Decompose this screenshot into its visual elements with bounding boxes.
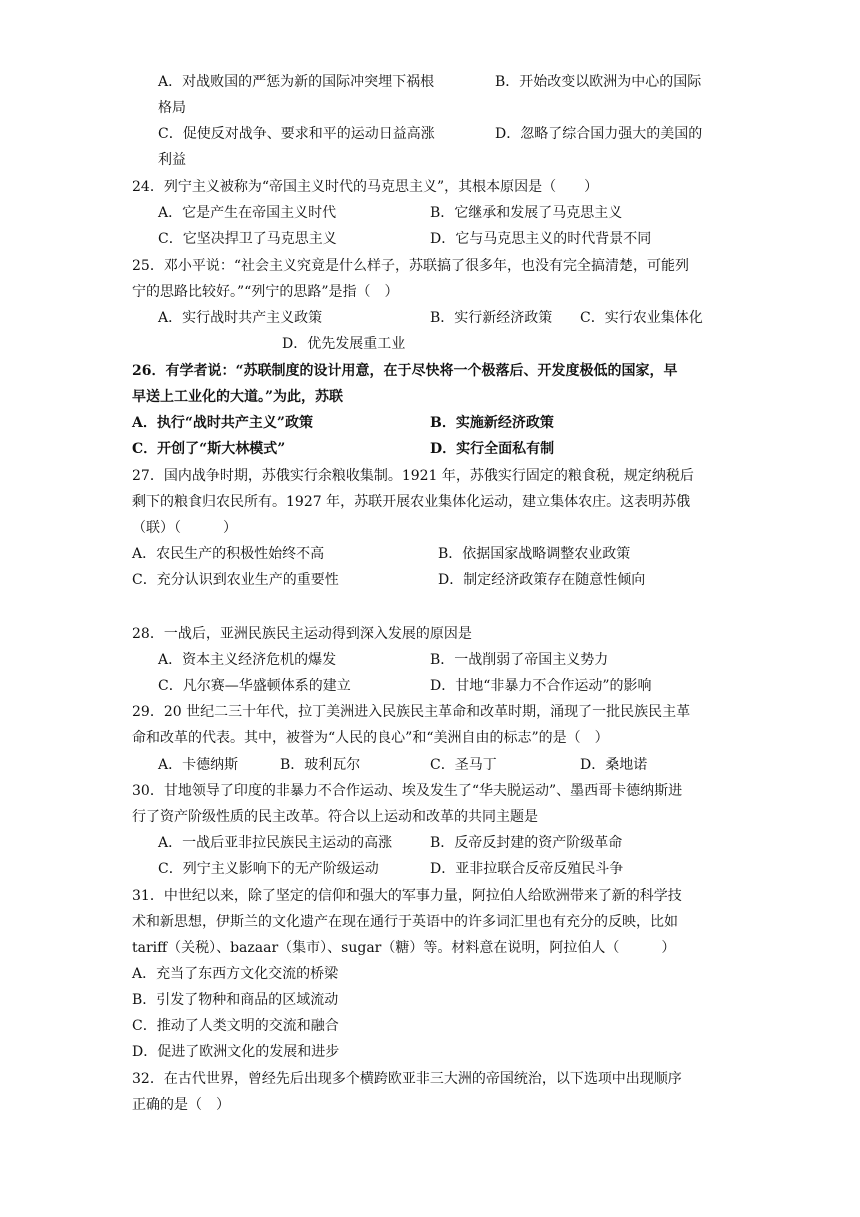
q28-option-c: C．凡尔赛—华盛顿体系的建立 [158,678,351,694]
q24-option-a: A．它是产生在帝国主义时代 [158,205,337,221]
q28-option-a: A．资本主义经济危机的爆发 [158,652,337,668]
q28-stem: 28．一战后，亚洲民族民主运动得到深入发展的原因是 [132,626,472,642]
q25-stem-line1: 25．邓小平说：“社会主义究竟是什么样子，苏联搞了很多年，也没有完全搞清楚，可能列 [132,258,689,274]
q25-option-b: B．实行新经济政策 [430,310,553,326]
q23-option-b-line1: B．开始改变以欧洲为中心的国际 [495,74,702,90]
q25-option-c: C．实行农业集体化 [580,310,703,326]
q29-option-d: D．桑地诺 [580,757,648,773]
q27-stem-line1: 27．国内战争时期，苏俄实行余粮收集制。1921 年，苏俄实行固定的粮食税，规定纳税后 [132,468,694,484]
q26-option-b: B．实施新经济政策 [430,415,554,431]
q29-option-c: C．圣马丁 [430,757,497,773]
q25-option-a: A．实行战时共产主义政策 [158,310,323,326]
q31-stem-line2: 术和新思想，伊斯兰的文化遗产在现在通行于英语中的许多词汇里也有充分的反映，比如 [132,914,678,930]
q29-stem-line1: 29．20 世纪二三十年代，拉丁美洲进入民族民主革命和改革时期，涌现了一批民族民主革 [132,704,691,720]
q30-option-a: A．一战后亚非拉民族民主运动的高涨 [158,835,393,851]
q30-option-d: D．亚非拉联合反帝反殖民斗争 [430,861,624,877]
q27-option-c: C．充分认识到农业生产的重要性 [132,572,339,588]
q27-option-a: A．农民生产的积极性始终不高 [132,546,325,562]
q24-option-d: D．它与马克思主义的时代背景不同 [430,231,652,247]
q25-stem-line2: 宁的思路比较好。”“列宁的思路”是指（ ） [132,284,399,300]
q32-stem-line1: 32．在古代世界，曾经先后出现多个横跨欧亚非三大洲的帝国统治，以下选项中出现顺序 [132,1071,682,1087]
q30-option-c: C．列宁主义影响下的无产阶级运动 [158,861,379,877]
q26-option-a: A．执行“战时共产主义”政策 [132,415,313,431]
q30-option-b: B．反帝反封建的资产阶级革命 [430,835,623,851]
q26-option-d: D．实行全面私有制 [430,441,555,457]
q30-stem-line1: 30．甘地领导了印度的非暴力不合作运动、埃及发生了“华夫脱运动”、墨西哥卡德纳斯进 [132,783,683,799]
q31-option-a: A．充当了东西方文化交流的桥梁 [132,966,339,982]
q24-option-c: C．它坚决捍卫了马克思主义 [158,231,337,247]
q27-stem-line3: （联）（ ） [132,520,237,536]
q31-stem-line3: tariff（关税）、bazaar（集市）、sugar（糖）等。材料意在说明，阿拉伯人（ ） [132,940,676,956]
q28-option-b: B．一战削弱了帝国主义势力 [430,652,609,668]
q26-stem-line1: 26．有学者说：“苏联制度的设计用意，在于尽快将一个极落后、开发度极低的国家，早 [132,363,678,379]
q30-stem-line2: 行了资产阶级性质的民主改革。符合以上运动和改革的共同主题是 [132,809,538,825]
q31-stem-line1: 31．中世纪以来，除了坚定的信仰和强大的军事力量，阿拉伯人给欧洲带来了新的科学技 [132,888,682,904]
q26-stem-line2: 早送上工业化的大道。”为此，苏联 [132,389,344,405]
q23-option-b-line2: 格局 [158,100,186,116]
q31-option-b: B．引发了物种和商品的区域流动 [132,992,339,1008]
q31-option-d: D．促进了欧洲文化的发展和进步 [132,1044,340,1060]
q27-option-b: B．依据国家战略调整农业政策 [438,546,631,562]
q23-option-d-line1: D．忽略了综合国力强大的美国的 [495,126,703,142]
q23-option-a-line1: A．对战败国的严惩为新的国际冲突埋下祸根 [158,74,435,90]
q26-option-c: C．开创了“斯大林模式” [132,441,286,457]
q29-stem-line2: 命和改革的代表。其中，被誉为“人民的良心”和“美洲自由的标志”的是（ ） [132,730,609,746]
q29-option-b: B．玻利瓦尔 [280,757,361,773]
q23-option-d-line2: 利益 [158,152,186,168]
q27-stem-line2: 剩下的粮食归农民所有。1927 年，苏联开展农业集体化运动，建立集体农庄。这表明苏俄 [132,494,691,510]
q24-stem: 24．列宁主义被称为“帝国主义时代的马克思主义”，其根本原因是（ ） [132,179,599,195]
q31-option-c: C．推动了人类文明的交流和融合 [132,1018,339,1034]
q28-option-d: D．甘地“非暴力不合作运动”的影响 [430,678,652,694]
q32-stem-line2: 正确的是（ ） [132,1097,230,1113]
q27-option-d: D．制定经济政策存在随意性倾向 [438,572,646,588]
q29-option-a: A．卡德纳斯 [158,757,239,773]
q23-option-c-line1: C．促使反对战争、要求和平的运动日益高涨 [158,126,435,142]
q25-option-d: D．优先发展重工业 [282,336,406,352]
q24-option-b: B．它继承和发展了马克思主义 [430,205,623,221]
